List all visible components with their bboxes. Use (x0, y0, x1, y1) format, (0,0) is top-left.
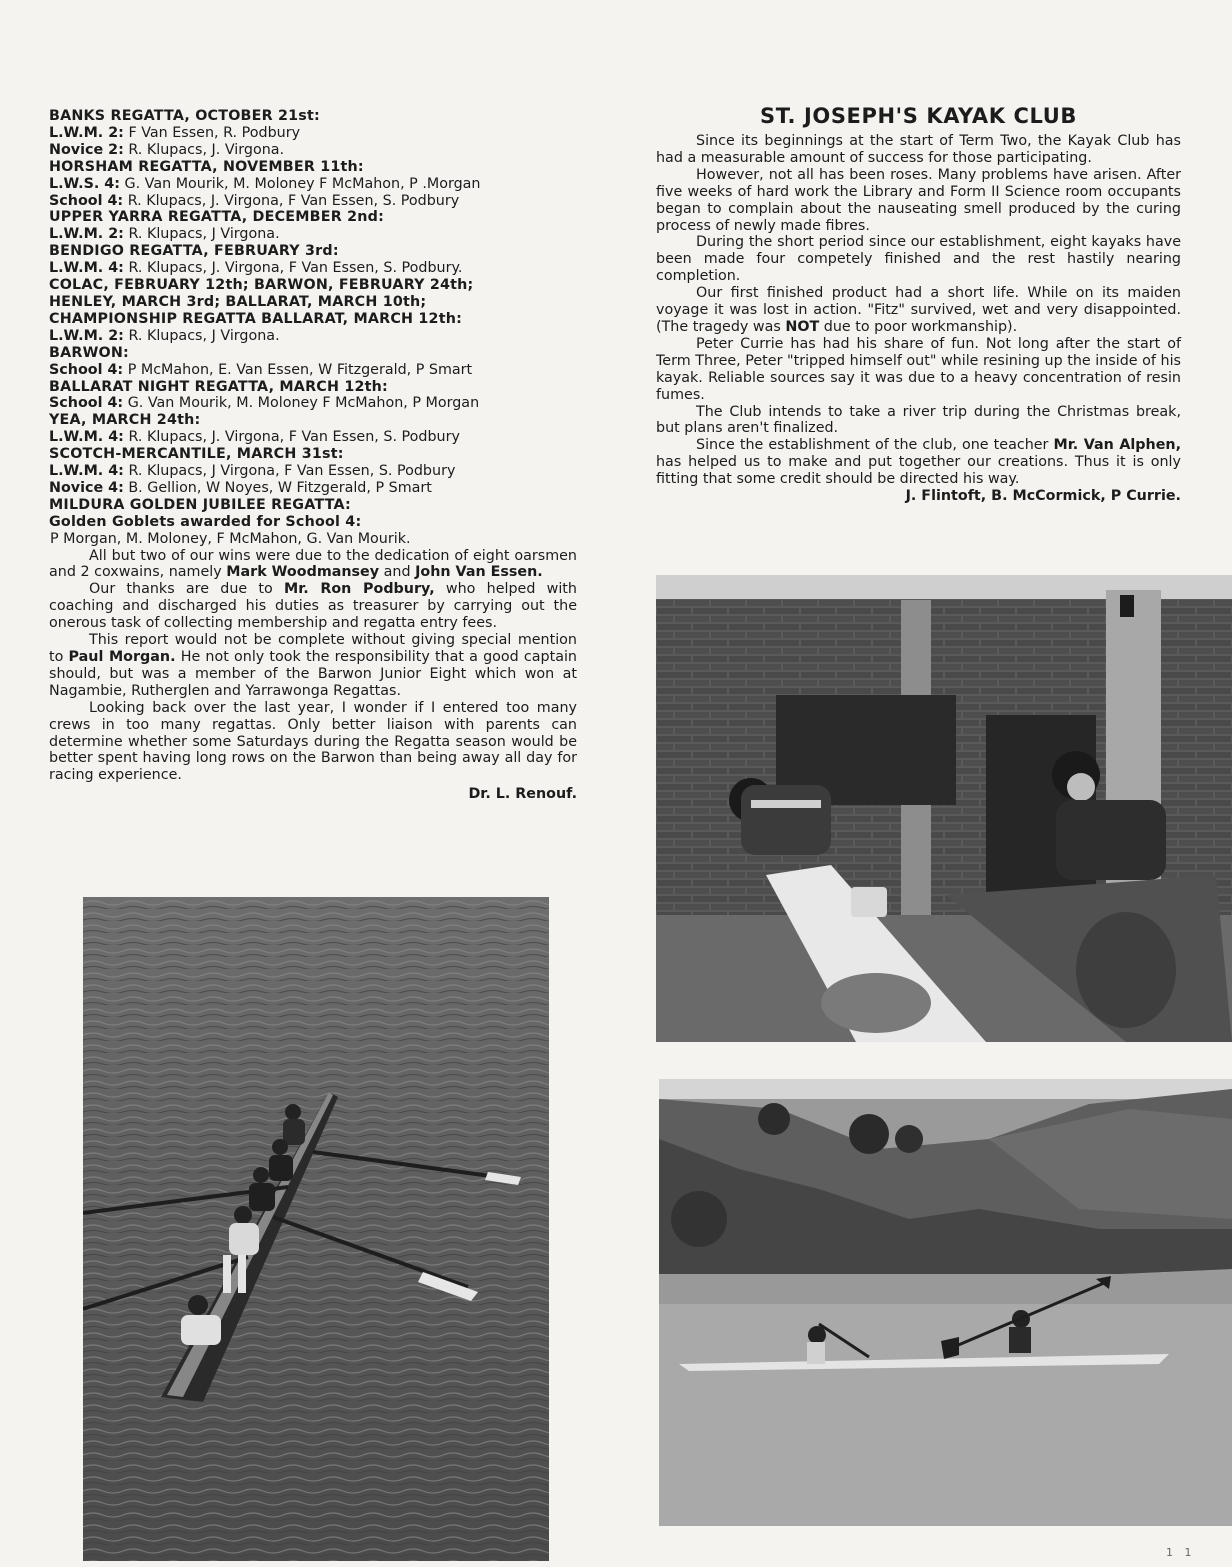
paragraph-dedication: All but two of our wins were due to the dedication of eight oarsmen and 2 coxwains, namely Mark Woodmansey and John Van Essen. (49, 547, 577, 581)
regatta-result (49, 463, 577, 480)
regatta-heading: HENLEY, MARCH 3rd; BALLARAT, MARCH 10th; (49, 293, 427, 310)
regatta-result (49, 328, 577, 345)
regatta-results-list (49, 108, 577, 531)
crew-label: L.W.M. 2: (49, 327, 124, 344)
regatta-result (49, 176, 577, 193)
article-title: ST. JOSEPH'S KAYAK CLUB (760, 104, 1077, 128)
crew-label: School 4: (49, 192, 124, 209)
regatta-result (49, 362, 577, 379)
regatta-result (49, 125, 577, 142)
crew-names: P McMahon, E. Van Essen, W Fitzgerald, P Smart (127, 361, 473, 378)
crew-names: R. Klupacs, J. Virgona, F Van Essen, S. Podbury (128, 429, 460, 446)
crew-label: L.W.M. 2: (49, 124, 124, 141)
paragraph-peter-currie: Peter Currie has had his share of fun. Not long after the start of Term Three, Peter "tripped himself out" while resining up the inside of his kayak. Reliable sources say it was due to a heavy concentration of resin fumes. (656, 335, 1181, 403)
crew-label: L.W.M. 4: (49, 463, 124, 480)
crew-label: L.W.M. 4: (49, 260, 124, 277)
crew-names: F Van Essen, R. Podbury (128, 124, 301, 141)
regatta-result (49, 226, 577, 243)
regatta-heading: MILDURA GOLDEN JUBILEE REGATTA: (49, 496, 351, 513)
crew-label: Novice 4: (49, 479, 124, 496)
paragraph-reflection: Looking back over the last year, I wonder if I entered too many crews in too many regattas. Only better liaison with parents can determine whether some Saturdays during the Regatta season would be better spent having long rows on the Barwon than being away all day for racing experience. (49, 699, 577, 784)
rowing-report (49, 108, 577, 803)
paragraph-teacher: Since the establishment of the club, one teacher Mr. Van Alphen, has helped us to make and put together our creations. Thus it is only fitting that some credit should be directed his way. (656, 437, 1182, 488)
regatta-heading: BALLARAT NIGHT REGATTA, MARCH 12th: (49, 378, 388, 395)
crew-names: R. Klupacs, J Virgona, F Van Essen, S. Podbury (128, 463, 456, 480)
regatta-result (49, 142, 577, 159)
crew-names: B. Gellion, W Noyes, W Fitzgerald, P Smart (128, 479, 432, 496)
signature-renouf: Dr. L. Renouf. (468, 786, 577, 803)
paragraph-problems: However, not all has been roses. Many problems have arisen. After five weeks of hard work the Library and Form II Science room occupants began to complain about the nauseating smell produced by the curing process of newly made fibres. (656, 166, 1181, 234)
crew-label: L.W.M. 2: (49, 226, 124, 243)
crew-label: School 4: (49, 395, 124, 412)
crew-names: R. Klupacs, J. Virgona, F Van Essen, S. Podbury (127, 192, 460, 209)
name-woodmansey: Mark Woodmansey (226, 564, 380, 581)
regatta-heading: YEA, MARCH 24th: (49, 412, 201, 429)
name-van-alphen: Mr. Van Alphen, (1053, 437, 1182, 454)
regatta-heading: BENDIGO REGATTA, FEBRUARY 3rd: (49, 243, 339, 260)
crew-label: L.W.M. 4: (49, 429, 124, 446)
paragraph-river-trip: The Club intends to take a river trip during the Christmas break, but plans aren't finalized. (656, 403, 1181, 437)
rowing-crew-photo (83, 897, 549, 1561)
paragraph-kayaks-made: During the short period since our establishment, eight kayaks have been made four competely finished and the rest hastily nearing completion. (656, 234, 1181, 285)
kayak-workshop-photo (656, 575, 1232, 1042)
emphasis-not: NOT (785, 318, 820, 335)
regatta-heading: UPPER YARRA REGATTA, DECEMBER 2nd: (49, 209, 384, 226)
crew-names: G. Van Mourik, M. Moloney F McMahon, P Morgan (127, 395, 480, 412)
crew-label: L.W.S. 4: (49, 175, 120, 192)
regatta-result (49, 260, 577, 277)
name-morgan: Paul Morgan. (68, 649, 176, 665)
crew-label: School 4: (49, 361, 124, 378)
signature-kayak-authors: J. Flintoft, B. McCormick, P Currie. (905, 488, 1181, 505)
name-podbury: Mr. Ron Podbury, (284, 581, 435, 598)
name-van-essen: John Van Essen. (415, 564, 543, 581)
regatta-result (49, 429, 577, 446)
regatta-heading: BANKS REGATTA, OCTOBER 21st: (49, 108, 320, 124)
crew-names: R. Klupacs, J Virgona. (128, 226, 280, 243)
kayaking-river-photo (659, 1079, 1232, 1526)
crew-names: R. Klupacs, J. Virgona, F Van Essen, S. Podbury. (128, 260, 463, 277)
crew-label: Novice 2: (49, 141, 124, 158)
regatta-heading: HORSHAM REGATTA, NOVEMBER 11th: (49, 158, 364, 175)
crew-names: R. Klupacs, J Virgona. (128, 327, 280, 344)
crew-names: G. Van Mourik, M. Moloney F McMahon, P .Morgan (124, 175, 481, 192)
regatta-result (49, 193, 577, 210)
page-number: 1 1 (1166, 1546, 1196, 1559)
regatta-result (49, 480, 577, 497)
regatta-result (49, 395, 577, 412)
regatta-heading: COLAC, FEBRUARY 12th; BARWON, FEBRUARY 24th; (49, 277, 474, 294)
regatta-heading: CHAMPIONSHIP REGATTA BALLARAT, MARCH 12th: (49, 310, 463, 327)
paragraph-thanks: Our thanks are due to Mr. Ron Podbury, who helped with coaching and discharged his duties as treasurer by carrying out the onerous task of collecting membership and regatta entry fees. (49, 581, 577, 632)
crew-names: R. Klupacs, J. Virgona. (128, 141, 285, 158)
goblets-crew: P Morgan, M. Moloney, F McMahon, G. Van Mourik. (50, 530, 411, 547)
regatta-heading: BARWON: (49, 344, 129, 361)
regatta-heading: Golden Goblets awarded for School 4: (49, 513, 362, 530)
paragraph-first-product: Our first finished product had a short life. While on its maiden voyage it was lost in action. "Fitz" survived, wet and very disappointed. (The tragedy was NOT due to poor workmanship). (656, 285, 1181, 335)
paragraph-captain: This report would not be complete without giving special mention to Paul Morgan. He not only took the responsibility that a good captain should, but was a member of the Barwon Junior Eight which won at Nagambie, Rutherglen and Yarrawonga Regattas. (49, 632, 577, 699)
kayak-club-article (656, 103, 1181, 505)
paragraph-beginnings: Since its beginnings at the start of Term Two, the Kayak Club has had a measurable amount of success for those participating. (656, 133, 1181, 166)
regatta-heading: SCOTCH-MERCANTILE, MARCH 31st: (49, 446, 344, 463)
